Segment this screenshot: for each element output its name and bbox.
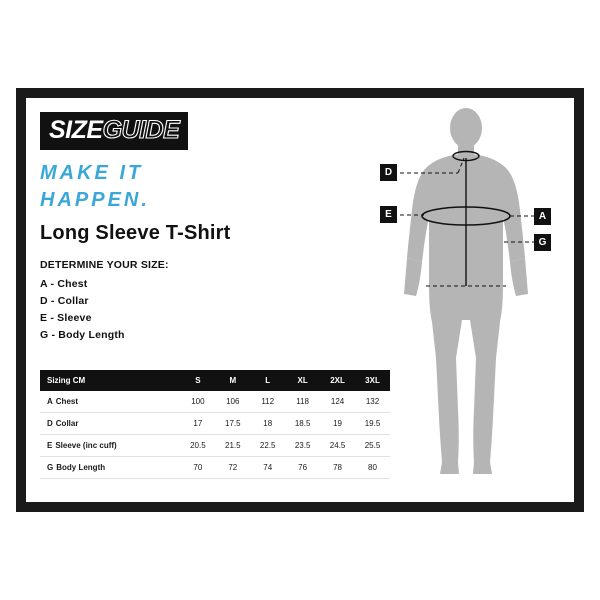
tagline-line-1: MAKE IT <box>40 162 144 184</box>
row-code-a: A <box>47 397 53 406</box>
size-guide-logo <box>40 112 188 150</box>
row-code-e: E <box>47 441 53 450</box>
cell-sleeve-l: 22.5 <box>250 435 285 457</box>
cell-sleeve-3xl: 25.5 <box>355 435 390 457</box>
cell-body-length-3xl: 80 <box>355 457 390 479</box>
row-label-chest <box>40 391 180 413</box>
cell-collar-s: 17 <box>180 413 215 435</box>
cell-sleeve-xl: 23.5 <box>285 435 320 457</box>
measurement-diagram <box>366 106 566 494</box>
row-name-chest: Chest <box>55 397 79 406</box>
cell-collar-m: 17.5 <box>215 413 250 435</box>
marker-e: E <box>380 206 397 223</box>
cell-body-length-m: 72 <box>215 457 250 479</box>
row-label-collar <box>40 413 180 435</box>
row-name-body-length: Body Length <box>56 463 106 472</box>
table-row <box>40 457 390 479</box>
left-column <box>40 112 370 346</box>
cell-sleeve-s: 20.5 <box>180 435 215 457</box>
marker-d: D <box>380 164 397 181</box>
table-row <box>40 413 390 435</box>
row-code-d: D <box>47 419 53 428</box>
row-label-body-length <box>40 457 180 479</box>
cell-chest-xl: 118 <box>285 391 320 413</box>
measurement-legend <box>40 278 370 341</box>
cell-collar-l: 18 <box>250 413 285 435</box>
column-header-3xl: 3XL <box>355 370 390 391</box>
cell-chest-3xl: 132 <box>355 391 390 413</box>
cell-body-length-2xl: 78 <box>320 457 355 479</box>
marker-g: G <box>534 234 551 251</box>
cell-chest-2xl: 124 <box>320 391 355 413</box>
cell-body-length-l: 74 <box>250 457 285 479</box>
column-header-s: S <box>180 370 215 391</box>
legend-item-body-length: G - Body Length <box>40 329 125 341</box>
table-row <box>40 435 390 457</box>
cell-chest-s: 100 <box>180 391 215 413</box>
legend-item-chest: A - Chest <box>40 278 88 290</box>
table-row <box>40 391 390 413</box>
tagline-line-2: HAPPEN. <box>40 189 150 211</box>
marker-a: A <box>534 208 551 225</box>
row-code-g: G <box>47 463 54 472</box>
cell-collar-2xl: 19 <box>320 413 355 435</box>
size-table <box>40 370 390 479</box>
logo-guide-text: GUIDE <box>102 116 180 144</box>
cell-body-length-xl: 76 <box>285 457 320 479</box>
table-header-row <box>40 370 390 391</box>
cell-sleeve-2xl: 24.5 <box>320 435 355 457</box>
cell-collar-3xl: 19.5 <box>355 413 390 435</box>
cell-collar-xl: 18.5 <box>285 413 320 435</box>
legend-item-collar: D - Collar <box>40 295 89 307</box>
guide-frame <box>16 88 584 512</box>
logo-size-text: SIZE <box>49 116 103 144</box>
column-header-sizing: Sizing CM <box>40 370 180 391</box>
column-header-m: M <box>215 370 250 391</box>
row-label-sleeve <box>40 435 180 457</box>
column-header-2xl: 2XL <box>320 370 355 391</box>
column-header-l: L <box>250 370 285 391</box>
cell-chest-l: 112 <box>250 391 285 413</box>
cell-chest-m: 106 <box>215 391 250 413</box>
row-name-sleeve: Sleeve (inc cuff) <box>55 441 117 450</box>
page-title: Long Sleeve T-Shirt <box>40 222 231 244</box>
cell-sleeve-m: 21.5 <box>215 435 250 457</box>
cell-body-length-s: 70 <box>180 457 215 479</box>
column-header-xl: XL <box>285 370 320 391</box>
legend-item-sleeve: E - Sleeve <box>40 312 92 324</box>
guide-inner-panel <box>26 98 574 502</box>
instructions-heading: DETERMINE YOUR SIZE: <box>40 259 169 271</box>
row-name-collar: Collar <box>55 419 79 428</box>
size-table-container <box>40 370 390 479</box>
